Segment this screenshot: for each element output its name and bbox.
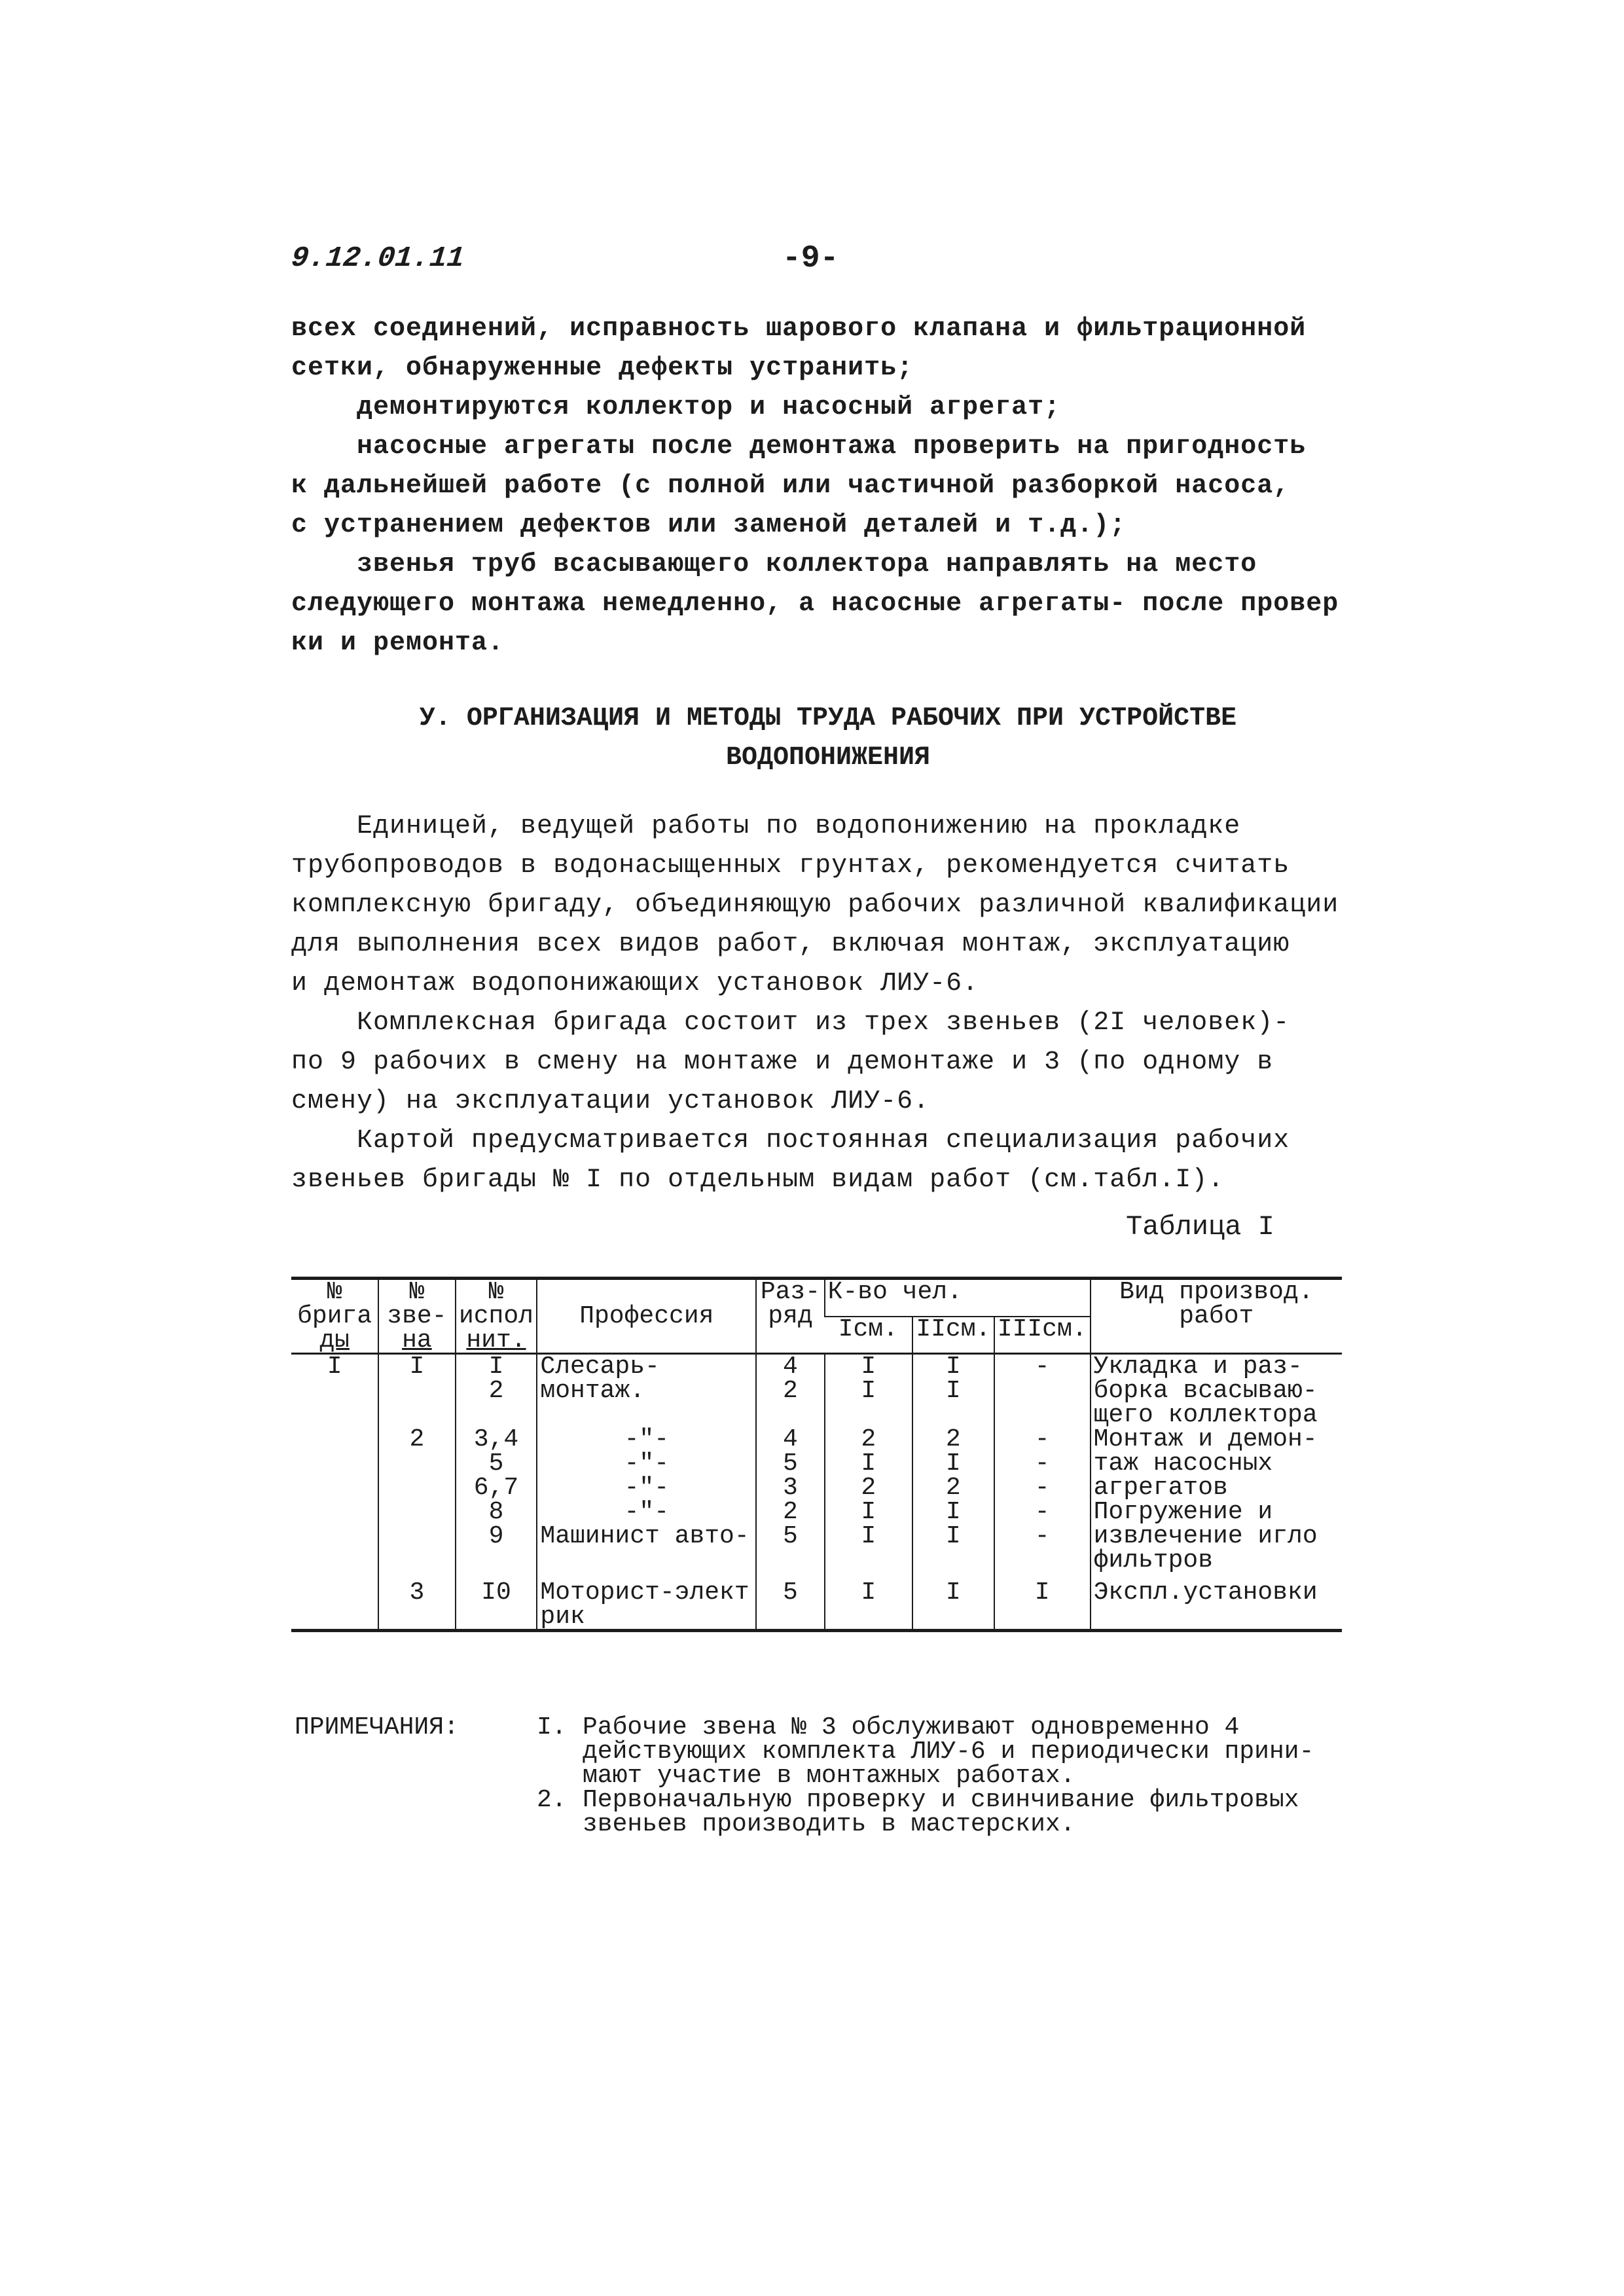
header-grade: Раз- ряд	[756, 1279, 824, 1354]
text-line: Картой предусматривается постоянная специализация рабочих	[291, 1126, 1290, 1156]
table-row: 3 I0 Моторист-элект рик 5 I I I Экспл.установки	[291, 1573, 1342, 1631]
section-heading: У. ОРГАНИЗАЦИЯ И МЕТОДЫ ТРУДА РАБОЧИХ ПРИ УСТРОЙСТВЕ	[419, 704, 1237, 733]
text-line: всех соединений, исправность шарового клапана и фильтрационной	[291, 314, 1307, 344]
header-shift-2: IIсм.	[912, 1317, 994, 1354]
text-line: смену) на эксплуатации установок ЛИУ-6.	[291, 1087, 930, 1116]
text-line: и демонтаж водопонижающих установок ЛИУ-6.	[291, 969, 979, 998]
note-item: Первоначальную проверку и свинчивание фильтровых звеньев производить в мастерских.	[583, 1786, 1299, 1838]
text-line: звеньев бригады № I по отдельным видам работ (см.табл.I).	[291, 1165, 1225, 1195]
text-line: насосные агрегаты после демонтажа проверить на пригодность	[291, 432, 1307, 462]
text-line: демонтируются коллектор и насосный агрегат;	[291, 393, 1061, 422]
text-line: по 9 рабочих в смену на монтаже и демонтаже и 3 (по одному в	[291, 1048, 1274, 1077]
header-count-group: К-во чел.	[825, 1279, 1091, 1317]
table-row: 2 3,4 5 6,7 8 -"- -"- -"- -"- 4 5 3 2 2 I 2 I 2 I 2 I - - - - Монтаж и демон- таж насосных агрегатов Погружение и	[291, 1427, 1342, 1524]
text-line: Единицей, ведущей работы по водопонижению на прокладке	[291, 812, 1241, 841]
notes-label: ПРИМЕЧАНИЯ:	[295, 1713, 459, 1741]
section-heading-cont: ВОДОПОНИЖЕНИЯ	[725, 743, 931, 773]
header-brigade: № брига ды	[297, 1278, 372, 1355]
header-shift-3: IIIсм.	[994, 1317, 1091, 1354]
header-shift-1: Iсм.	[825, 1317, 912, 1354]
note-item: Рабочие звена № 3 обслуживают одновременно 4 действующих комплекта ЛИУ-6 и периодически прини- мают участие в монтажных работах.	[583, 1713, 1314, 1790]
header-work-type: Вид производ. работ	[1091, 1279, 1342, 1354]
text-line: Комплексная бригада состоит из трех звеньев (2I человек)-	[291, 1008, 1290, 1038]
header-executor: № испол нит.	[456, 1279, 537, 1354]
table-notes: ПРИМЕЧАНИЯ: I. Рабочие звена № 3 обслуживают одновременно 4 действующих комплекта ЛИУ-6 и периодически прини- мают участие в монтажных работах. 2. Первоначальную проверку и свинчивание фильтровых звеньев производить в мастерских.	[295, 1715, 1342, 1836]
text-line: следующего монтажа немедленно, а насосные агрегаты- после провер	[291, 589, 1339, 619]
text-line: к дальнейшей работе (с полной или частичной разборкой насоса,	[291, 471, 1290, 501]
table-row: I I I 2 Слесарь-монтаж. 4 2 I I I I - Укладка и раз- борка всасываю- щего коллектора	[291, 1354, 1342, 1428]
text-line: с устранением дефектов или заменой деталей и т.д.);	[291, 511, 1127, 540]
text-line: сетки, обнаруженные дефекты устранить;	[291, 354, 914, 383]
text-line: ки и ремонта.	[291, 629, 505, 658]
brigade-table	[291, 1277, 1342, 1632]
table-caption: Таблица I	[1126, 1211, 1274, 1243]
document-code: 9.12.01.11	[289, 242, 466, 275]
text-line: для выполнения всех видов работ, включая монтаж, эксплуатацию	[291, 930, 1290, 959]
header-link: № зве- на	[378, 1279, 455, 1354]
header-profession: Профессия	[537, 1279, 756, 1354]
text-line: звенья труб всасывающего коллектора направлять на место	[291, 550, 1257, 579]
text-line: трубопроводов в водонасыщенных грунтах, рекомендуется считать	[291, 851, 1290, 881]
text-line: комплексную бригаду, объединяющую рабочих различной квалификации	[291, 890, 1339, 920]
table-row: 9 Машинист авто- 5 I I - извлечение игло фильтров	[291, 1524, 1342, 1573]
page-number: -9-	[782, 241, 839, 276]
